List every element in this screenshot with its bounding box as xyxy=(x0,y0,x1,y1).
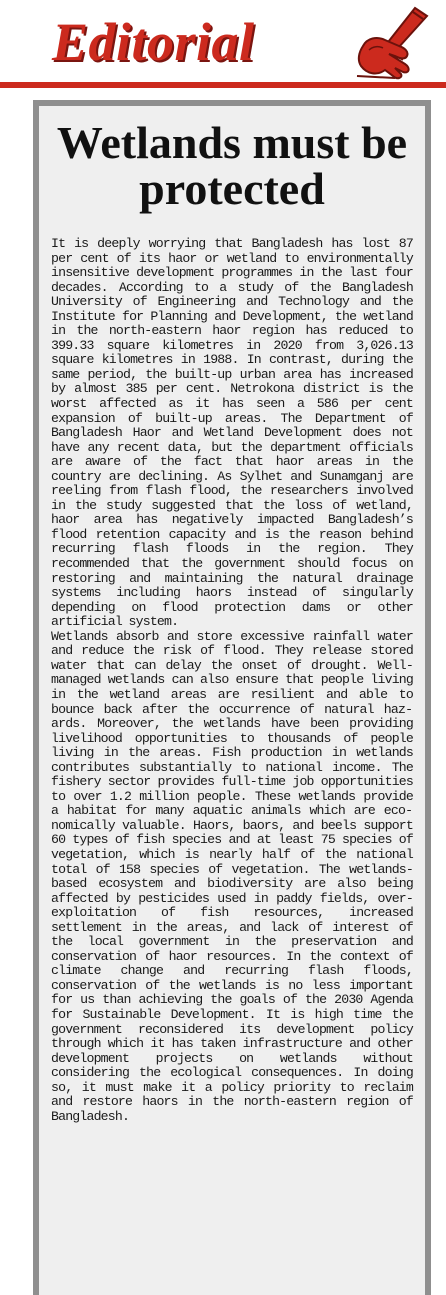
masthead-divider xyxy=(0,82,446,88)
section-title: Editorial xyxy=(52,12,255,72)
hand-writing-with-pen-icon xyxy=(355,6,435,80)
article-box xyxy=(33,100,431,1295)
editorial-masthead xyxy=(0,0,446,92)
article-headline: Wetlands must be protected xyxy=(56,117,408,214)
article-body xyxy=(51,237,413,1124)
article-paragraph: Wetlands absorb and store excessive rainfall water and reduce the risk of flood. They release stored water that can delay the onset of drought. Well-managed wetlands can also ensure that people living in the wetland areas are resilient and able to bounce back after the occurrence of natural hazards. Moreover, the wetlands have been providing livelihood opportunities to thousands of people living in the areas. Fish production in wetlands contributes substantially to national income. The fishery sector provides full-time job opportunities to over 1.2 million people. These wetlands provide a habitat for many aquatic animals which are economically valuable. Haors, baors, and beels support 60 types of fish species and at least 75 species of vegetation, which is nearly half of the national total of 158 species of vegetation. The wetlands-based ecosystem and biodiversity are also being affected by pesticides used in paddy fields, over-exploitation of fish resources, increased settlement in the areas, and lack of interest of the local government in the preservation and conservation of haor resources. In the context of climate change and recurring flash floods, conservation of the wetlands is no less important for us than achieving the goals of the 2030 Agenda for Sustainable Development. It is high time the government reconsidered its development policy through which it has taken infrastructure and other development projects on wetlands without considering the ecological consequences. In doing so, it must make it a policy priority to reclaim and restore haors in the north-eastern region of Bangladesh. xyxy=(51,628,413,1124)
article-paragraph: It is deeply worrying that Bangladesh has lost 87 per cent of its haor or wetland to environmentally insensitive development programmes in the last four decades. According to a study of the Bangladesh University of Engineering and Technology and the Institute for Planning and Development, the wetland in the north-eastern haor region has reduced to 399.33 square kilometres in 2020 from 3,026.13 square kilometres in 1988. In contrast, during the same period, the built-up urban area has increased by almost 385 per cent. Netrokona district is the worst affected as it has seen a 586 per cent expansion of built-up areas. The Department of Bangladesh Haor and Wetland Development does not have any recent data, but the department officials are aware of the fact that haor areas in the country are declining. As Sylhet and Sunamganj are reeling from flash flood, the researchers involved in the study suggested that the loss of wetland, haor area has negatively impacted Bangladesh’s flood retention capacity and is the reason behind recurring flash floods in the region. They recommended that the government should focus on restoring and maintaining the natural drainage systems including haors instead of singularly depending on flood protection dams or other artificial system. xyxy=(51,236,413,630)
